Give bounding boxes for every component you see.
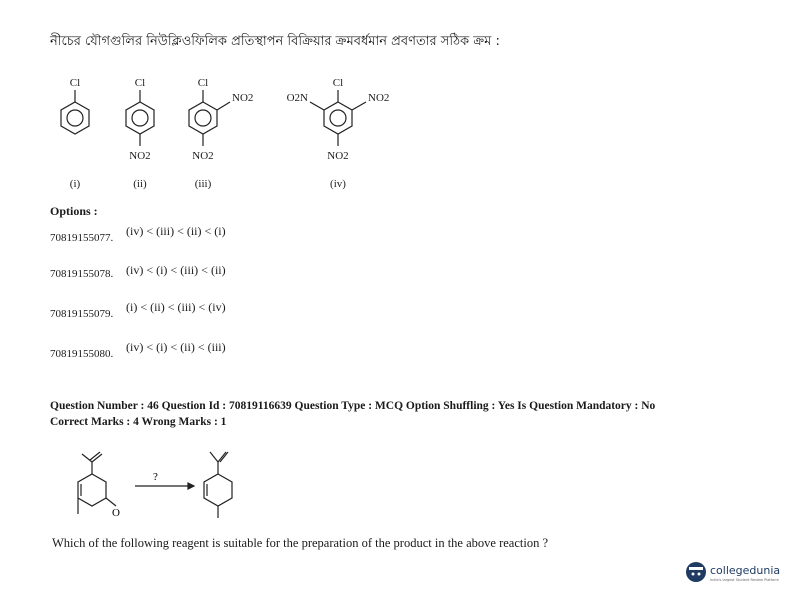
reactant-structure: [78, 452, 116, 514]
dinitrochlorobenzene-structure: [189, 90, 230, 146]
s3-top: Cl: [197, 77, 209, 89]
option-2-value[interactable]: (iv) < (i) < (iii) < (ii): [126, 263, 226, 277]
s4-bottom: NO2: [327, 150, 349, 162]
reaction-arrow: [135, 483, 194, 489]
question-meta-line1: Question Number : 46 Question Id : 70819116639 Question Type : MCQ Option Shuffling : Yes Is Question Mandatory : No: [50, 400, 656, 412]
option-4-value[interactable]: (iv) < (i) < (ii) < (iii): [126, 340, 226, 354]
s4-top: Cl: [332, 77, 344, 89]
structures-diagram: [0, 60, 792, 200]
chlorobenzene-structure: [61, 90, 89, 134]
s2-label: (ii): [133, 178, 147, 190]
s2-bottom: NO2: [129, 150, 151, 162]
s3-right: NO2: [232, 92, 254, 104]
logo-name: collegedunia: [710, 564, 781, 577]
s3-label: (iii): [194, 178, 212, 190]
option-2-id: 70819155078.: [50, 268, 114, 280]
option-1-id: 70819155077.: [50, 232, 114, 244]
p-nitrochlorobenzene-structure: [126, 90, 154, 146]
s1-label: (i): [69, 178, 81, 190]
option-3-id: 70819155079.: [50, 308, 114, 320]
reaction-scheme: [40, 434, 300, 524]
question-text: নীচের যৌগগুলির নিউক্লিওফিলিক প্রতিস্থাপন বিক্রিয়ার ক্রমবর্ধমান প্রবণতার সঠিক ক্রম :: [50, 34, 500, 49]
s3-bottom: NO2: [192, 150, 214, 162]
options-heading: Options :: [50, 204, 98, 218]
s4-label: (iv): [330, 178, 346, 190]
question2-text: Which of the following reagent is suitable for the preparation of the product in the above reaction ?: [52, 536, 549, 550]
s1-top: Cl: [69, 77, 81, 89]
s4-right: NO2: [368, 92, 390, 104]
ketone-oxygen-label: O: [112, 507, 120, 519]
option-1-value[interactable]: (iv) < (iii) < (ii) < (i): [126, 224, 226, 238]
option-3-value[interactable]: (i) < (ii) < (iii) < (iv): [126, 300, 226, 314]
logo-tagline: India's largest Student Review Platform: [710, 578, 779, 582]
collegedunia-logo-icon: [684, 560, 708, 584]
question-meta-line2: Correct Marks : 4 Wrong Marks : 1: [50, 416, 227, 428]
product-structure: [204, 452, 232, 518]
option-4-id: 70819155080.: [50, 348, 114, 360]
trinitrochlorobenzene-structure: [310, 90, 366, 146]
s2-top: Cl: [134, 77, 146, 89]
arrow-label: ?: [153, 471, 158, 483]
s4-left: O2N: [286, 92, 308, 104]
